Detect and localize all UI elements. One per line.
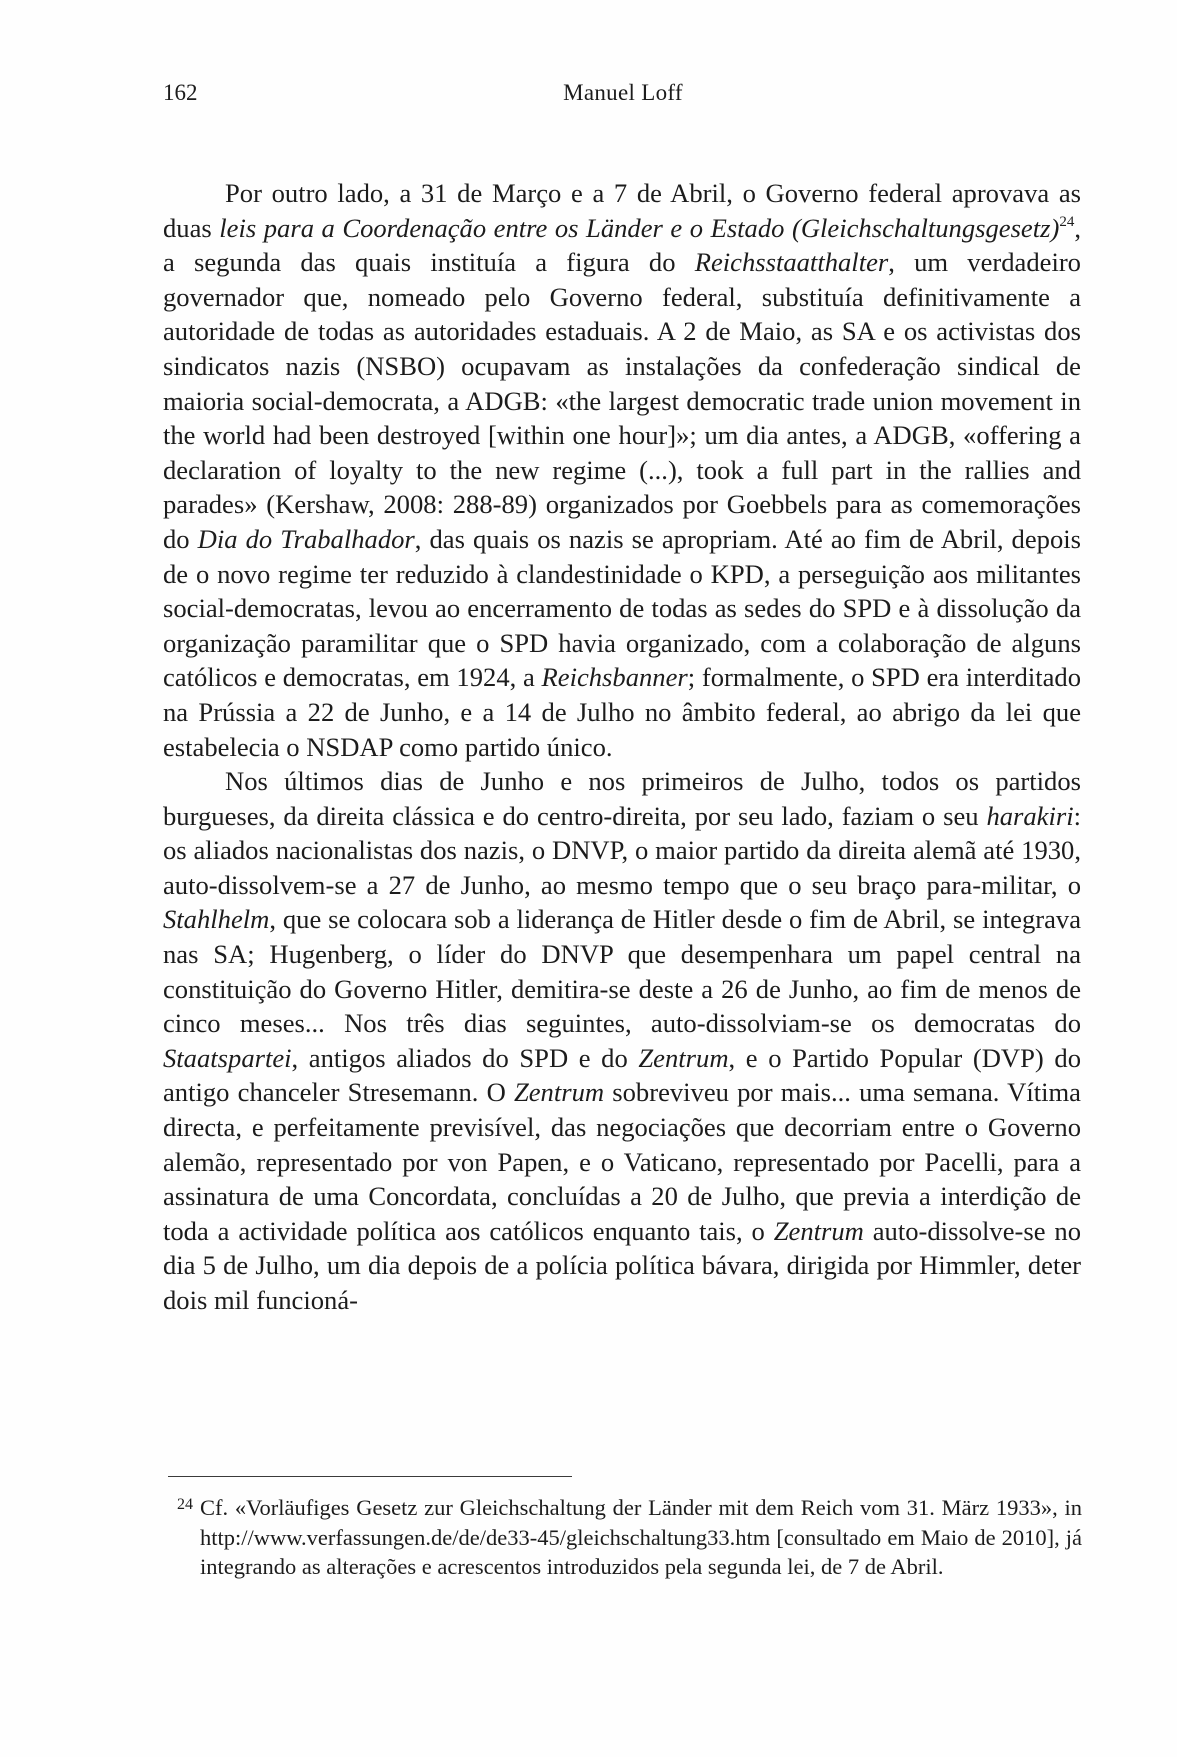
italic-run: Stahlhelm — [163, 904, 270, 935]
italic-run: harakiri — [986, 800, 1074, 831]
italic-run: Reichsbanner — [541, 662, 688, 693]
paragraph-1 — [163, 176, 1081, 764]
italic-run: Zentrum — [638, 1042, 729, 1073]
text-run: sobreviveu por mais... uma semana. Vítima directa, e perfeitamente previsível, das negociações que decorriam entre o Governo alemão, representado por von Papen, e o Vaticano, representado por Pacelli, para a assinatura de uma Concordata, concluídas a 20 de Julho, que previa a interdição de toda a actividade política aos católicos enquanto tais, o — [163, 1077, 1081, 1246]
italic-run: Dia do Trabalhador — [197, 523, 415, 554]
text-run: Por outro lado, a 31 de Março e a 7 de Abril, o Governo federal aprovava as duas — [163, 178, 1081, 243]
text-run: , um verdadeiro governador que, nomeado pelo Governo federal, substituía definitivamente a autoridade de todas as autoridades estaduais. A 2 de Maio, as SA e os activistas dos sindicatos nazis (NSBO) ocupavam as instalações da confederação sindical de maioria social-democrata, a ADGB: «the largest democratic trade union movement in the world had been destroyed [within one hour]»; um dia antes, a ADGB, «offering a declaration of loyalty to the new regime (...), took a full part in the rallies and parades» (Kershaw, 2008: 288-89) organizados por Goebbels para as comemorações do — [163, 247, 1081, 554]
text-run: : os aliados nacionalistas dos nazis, o DNVP, o maior partido da direita alemã até 1930, auto-dissolvem-se a 27 de Junho, ao mesmo tempo que o seu braço para-militar, o — [163, 800, 1081, 900]
italic-run: Zentrum — [773, 1215, 864, 1246]
text-run: , que se colocara sob a liderança de Hitler desde o fim de Abril, se integrava nas SA; Hugenberg, o líder do DNVP que desempenhara um papel central na constituição do Governo Hitler, demitira-se deste a 26 de Junho, ao fim de menos de cinco meses... Nos três dias seguintes, auto-dissolviam-se os democratas do — [163, 904, 1081, 1039]
footnote-marker: 24 — [177, 1496, 193, 1513]
text-run: auto-dissolve-se no dia 5 de Julho, um dia depois de a polícia política bávara, dirigida por Himmler, deter dois mil funcioná- — [163, 1215, 1081, 1315]
footnote-reference[interactable]: 24 — [1059, 213, 1075, 230]
footnotes — [177, 1493, 1082, 1582]
paragraph-2 — [163, 764, 1081, 1318]
page-number: 162 — [163, 80, 198, 105]
text-run: , a segunda das quais instituía a figura do — [163, 212, 1081, 278]
italic-run: Zentrum — [513, 1077, 605, 1108]
footnote-24 — [177, 1493, 1082, 1582]
text-run: , das quais os nazis se apropriam. Até ao fim de Abril, depois de o novo regime ter reduzido à clandestinidade o KPD, a perseguição aos militantes social-democratas, levou ao encerramento de todas as sedes do SPD e à dissolução da organização paramilitar que o SPD havia organizado, com a colaboração de alguns católicos e democratas, em 1924, a — [163, 523, 1081, 693]
body-text — [163, 176, 1081, 1318]
running-title-author: Manuel Loff — [563, 80, 683, 105]
text-run: , e o Partido Popular (DVP) do antigo chanceler Stresemann. O — [163, 1042, 1081, 1108]
text-run: , antigos aliados do SPD e do — [291, 1042, 639, 1073]
footnote-separator — [168, 1476, 572, 1477]
italic-run: Staatspartei — [163, 1042, 292, 1073]
footnote-text: Cf. «Vorläufiges Gesetz zur Gleichschaltung der Länder mit dem Reich vom 31. März 1933», in http://www.verfassungen.de/de/de33-45/gleichschaltung33.htm [consultado em Maio de 2010], já integrando as alterações e acrescentos introduzidos pela segunda lei, de 7 de Abril. — [200, 1495, 1082, 1579]
text-run: ; formalmente, o SPD era interditado na Prússia a 22 de Junho, e a 14 de Julho no âmbito federal, ao abrigo da lei que estabelecia o NSDAP como partido único. — [163, 662, 1081, 762]
italic-run: Reichsstaatthalter — [694, 247, 889, 278]
italic-run: leis para a Coordenação entre os Länder e o Estado (Gleichschaltungsgesetz) — [219, 212, 1060, 243]
text-run: Nos últimos dias de Junho e nos primeiros de Julho, todos os partidos burgueses, da direita clássica e do centro-direita, por seu lado, faziam o seu — [163, 766, 1081, 831]
running-header — [163, 80, 1083, 112]
